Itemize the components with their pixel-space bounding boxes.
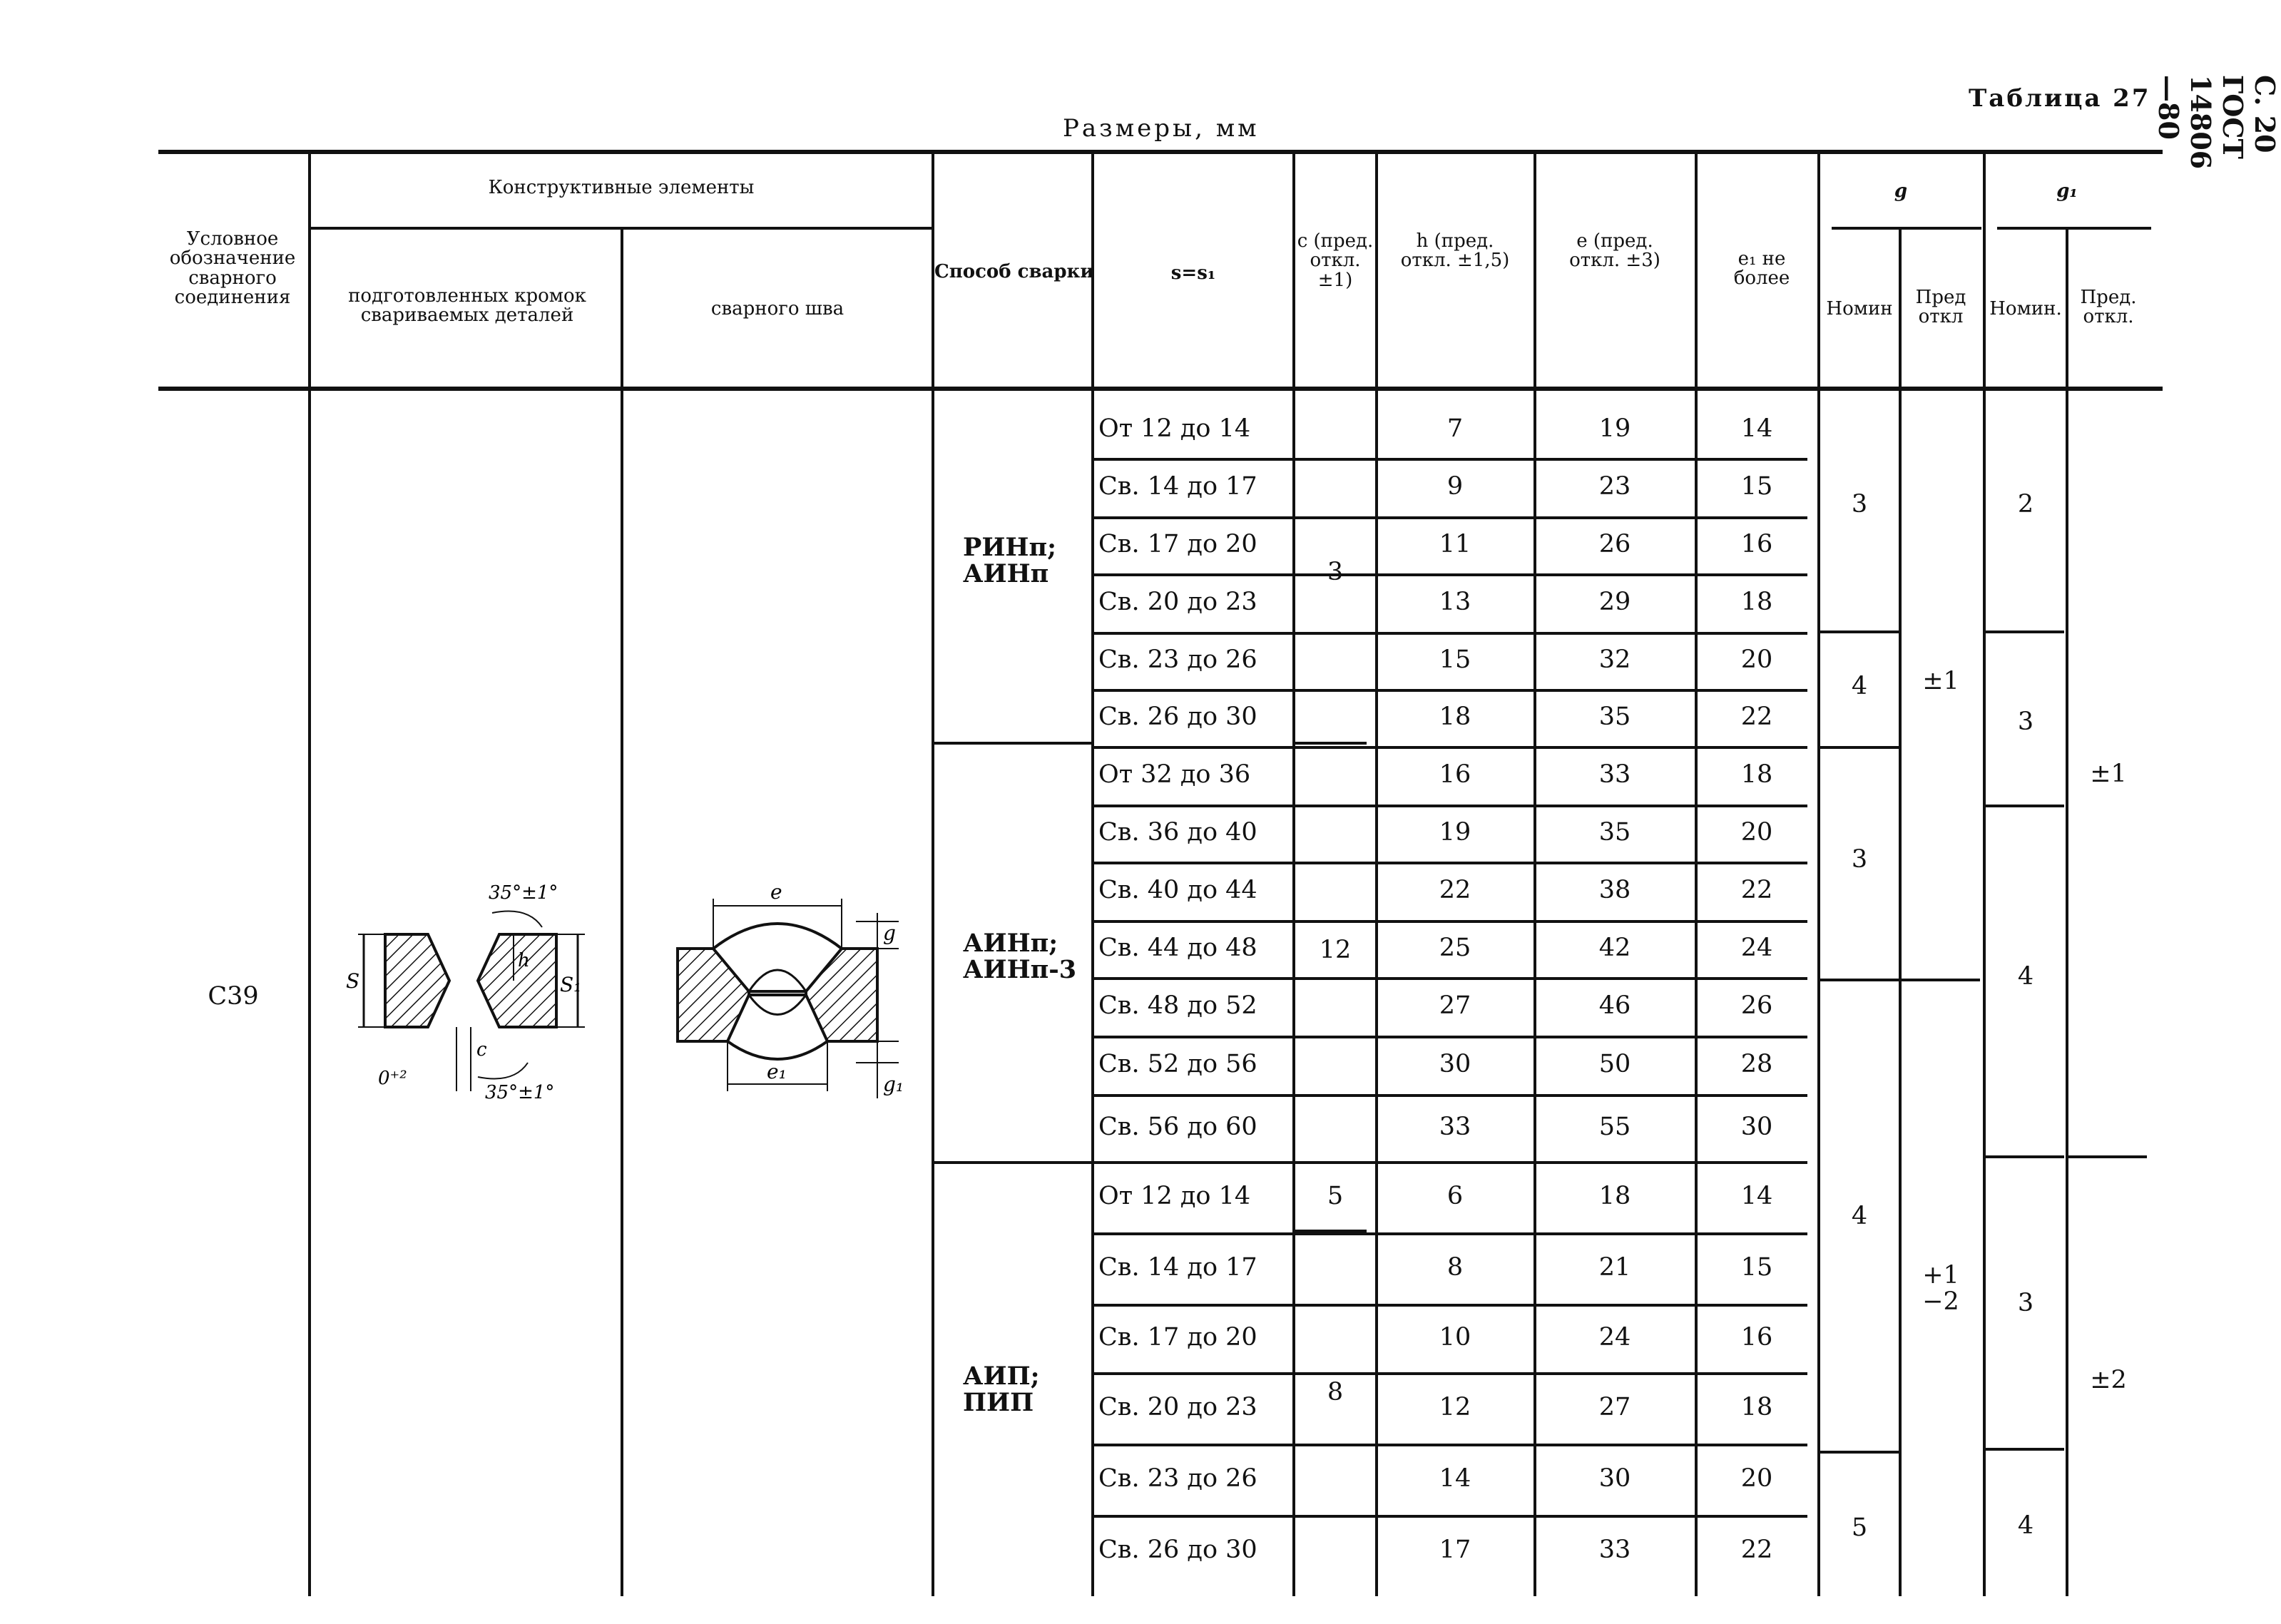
h-cell: 14 bbox=[1439, 1464, 1471, 1493]
range-cell: Св. 56 до 60 bbox=[1098, 1113, 1257, 1141]
g1-nominal-1: 2 bbox=[2017, 490, 2034, 519]
header-e: e (пред. откл. ±3) bbox=[1569, 230, 1660, 272]
e1-cell: 18 bbox=[1740, 1393, 1773, 1421]
header-weld-seam: сварного шва bbox=[710, 298, 844, 320]
e-cell: 38 bbox=[1598, 876, 1631, 904]
h-cell: 25 bbox=[1439, 934, 1471, 962]
range-cell: Св. 14 до 17 bbox=[1098, 472, 1257, 501]
e-cell: 29 bbox=[1598, 588, 1631, 616]
e1-cell: 20 bbox=[1740, 1464, 1773, 1493]
range-cell: От 32 до 36 bbox=[1098, 760, 1251, 789]
h-cell: 13 bbox=[1439, 588, 1471, 616]
e1-cell: 20 bbox=[1740, 645, 1773, 674]
method-group-2: АИНп; АИНп-3 bbox=[963, 929, 1077, 984]
method-group-3: АИП; ПИП bbox=[963, 1362, 1040, 1417]
range-cell: Св. 44 до 48 bbox=[1098, 934, 1257, 962]
g-nominal-1: 3 bbox=[1851, 490, 1868, 519]
e-cell: 18 bbox=[1598, 1182, 1631, 1210]
e1-cell: 26 bbox=[1740, 991, 1773, 1020]
range-cell: От 12 до 14 bbox=[1098, 1182, 1251, 1210]
header-g1-nominal: Номин. bbox=[1989, 298, 2062, 320]
h-cell: 30 bbox=[1439, 1050, 1471, 1078]
angle-bottom-label: 35°±1° bbox=[485, 1082, 555, 1103]
e-cell: 21 bbox=[1598, 1253, 1631, 1282]
h-cell: 6 bbox=[1446, 1182, 1464, 1210]
e1-cell: 14 bbox=[1740, 1182, 1773, 1210]
c-value-group-4: 8 bbox=[1327, 1378, 1344, 1406]
h-label: h bbox=[518, 950, 530, 971]
h-cell: 15 bbox=[1439, 645, 1471, 674]
g-nominal-3: 3 bbox=[1851, 845, 1868, 874]
e1-cell: 24 bbox=[1740, 934, 1773, 962]
e-cell: 19 bbox=[1598, 414, 1631, 443]
e-cell: 24 bbox=[1598, 1323, 1631, 1352]
g1-nominal-2: 3 bbox=[2017, 708, 2034, 736]
header-g-nominal: Номин bbox=[1826, 298, 1893, 320]
e-cell: 46 bbox=[1598, 991, 1631, 1020]
h-cell: 8 bbox=[1446, 1253, 1464, 1282]
c-value-group-1: 3 bbox=[1327, 558, 1344, 586]
header-designation: Условное обозначение сварного соединения bbox=[169, 228, 296, 308]
e-cell: 23 bbox=[1598, 472, 1631, 501]
c-value-group-3: 5 bbox=[1327, 1182, 1344, 1210]
h-cell: 33 bbox=[1439, 1113, 1471, 1141]
g1-nominal-3: 4 bbox=[2017, 962, 2034, 991]
e-cell: 32 bbox=[1598, 645, 1631, 674]
c-label: c bbox=[476, 1039, 487, 1061]
header-constructive-elements: Конструктивные элементы bbox=[488, 177, 755, 198]
header-g: g bbox=[1894, 180, 1908, 202]
range-cell: Св. 23 до 26 bbox=[1098, 1464, 1257, 1493]
range-cell: Св. 17 до 20 bbox=[1098, 1323, 1257, 1352]
g1-label: g₁ bbox=[883, 1073, 904, 1096]
e-cell: 33 bbox=[1598, 760, 1631, 789]
weld-seam-drawing bbox=[663, 877, 906, 1105]
e-cell: 27 bbox=[1598, 1393, 1631, 1421]
h-cell: 7 bbox=[1446, 414, 1464, 443]
range-cell: Св. 20 до 23 bbox=[1098, 588, 1257, 616]
table-number-label: Таблица 27 bbox=[1969, 84, 2151, 113]
h-cell: 10 bbox=[1439, 1323, 1471, 1352]
e1-cell: 20 bbox=[1740, 818, 1773, 847]
range-cell: Св. 36 до 40 bbox=[1098, 818, 1257, 847]
range-cell: Св. 48 до 52 bbox=[1098, 991, 1257, 1020]
e1-cell: 22 bbox=[1740, 876, 1773, 904]
range-cell: Св. 14 до 17 bbox=[1098, 1253, 1257, 1282]
e1-cell: 14 bbox=[1740, 414, 1773, 443]
gap-label: 0⁺² bbox=[378, 1068, 407, 1089]
header-prepared-edges: подготовленных кромок свариваемых деталей bbox=[348, 285, 586, 327]
e-cell: 30 bbox=[1598, 1464, 1631, 1493]
e-cell: 55 bbox=[1598, 1113, 1631, 1141]
g1-nominal-5: 4 bbox=[2017, 1511, 2034, 1540]
prepared-edges-drawing bbox=[342, 877, 599, 1105]
h-cell: 17 bbox=[1439, 1536, 1471, 1564]
header-g1: g₁ bbox=[2056, 180, 2078, 202]
dimensions-caption: Размеры, мм bbox=[1063, 114, 1260, 143]
header-g-deviation: Пред откл bbox=[1915, 287, 1966, 328]
range-cell: Св. 20 до 23 bbox=[1098, 1393, 1257, 1421]
h-cell: 19 bbox=[1439, 818, 1471, 847]
g-nominal-2: 4 bbox=[1851, 672, 1868, 700]
g1-deviation-2: ±2 bbox=[2090, 1366, 2127, 1394]
header-e1: e₁ не более bbox=[1733, 248, 1790, 290]
e-label: e bbox=[770, 880, 782, 904]
e-cell: 50 bbox=[1598, 1050, 1631, 1078]
e1-label: e₁ bbox=[767, 1060, 787, 1083]
side-page-title: С. 20 ГОСТ 14806—80 bbox=[2153, 75, 2281, 170]
h-cell: 22 bbox=[1439, 876, 1471, 904]
range-cell: От 12 до 14 bbox=[1098, 414, 1251, 443]
range-cell: Св. 26 до 30 bbox=[1098, 703, 1257, 731]
range-cell: Св. 23 до 26 bbox=[1098, 645, 1257, 674]
g-nominal-5: 5 bbox=[1851, 1513, 1868, 1542]
e1-cell: 28 bbox=[1740, 1050, 1773, 1078]
e1-cell: 15 bbox=[1740, 472, 1773, 501]
h-cell: 18 bbox=[1439, 703, 1471, 731]
g-label: g bbox=[883, 921, 896, 945]
range-cell: Св. 26 до 30 bbox=[1098, 1536, 1257, 1564]
e-cell: 26 bbox=[1598, 530, 1631, 558]
header-c: c (пред. откл. ±1) bbox=[1297, 230, 1374, 291]
e-cell: 42 bbox=[1598, 934, 1631, 962]
range-cell: Св. 52 до 56 bbox=[1098, 1050, 1257, 1078]
e1-cell: 18 bbox=[1740, 760, 1773, 789]
h-cell: 9 bbox=[1446, 472, 1464, 501]
e1-cell: 16 bbox=[1740, 1323, 1773, 1352]
h-cell: 11 bbox=[1439, 530, 1471, 558]
header-g1-deviation: Пред. откл. bbox=[2080, 287, 2137, 328]
designation-code: С39 bbox=[208, 982, 259, 1011]
e-cell: 35 bbox=[1598, 818, 1631, 847]
angle-top-label: 35°±1° bbox=[489, 882, 558, 904]
header-h: h (пред. откл. ±1,5) bbox=[1400, 230, 1510, 272]
g1-nominal-4: 3 bbox=[2017, 1289, 2034, 1317]
e1-cell: 30 bbox=[1740, 1113, 1773, 1141]
range-cell: Св. 17 до 20 bbox=[1098, 530, 1257, 558]
header-welding-method: Способ сварки bbox=[934, 261, 1094, 282]
method-group-1: РИНп; АИНп bbox=[963, 533, 1056, 588]
g-nominal-4: 4 bbox=[1851, 1202, 1868, 1230]
e-cell: 33 bbox=[1598, 1536, 1631, 1564]
s1-label: S₁ bbox=[560, 973, 582, 996]
h-cell: 12 bbox=[1439, 1393, 1471, 1421]
h-cell: 16 bbox=[1439, 760, 1471, 789]
g1-deviation-1: ±1 bbox=[2090, 760, 2127, 788]
e1-cell: 18 bbox=[1740, 588, 1773, 616]
e1-cell: 22 bbox=[1740, 1536, 1773, 1564]
e1-cell: 16 bbox=[1740, 530, 1773, 558]
s-label: S bbox=[346, 969, 360, 993]
h-cell: 27 bbox=[1439, 991, 1471, 1020]
range-cell: Св. 40 до 44 bbox=[1098, 876, 1257, 904]
e1-cell: 15 bbox=[1740, 1253, 1773, 1282]
g-deviation-1: ±1 bbox=[1922, 667, 1959, 695]
header-thickness: s=s₁ bbox=[1170, 262, 1216, 284]
e1-cell: 22 bbox=[1740, 703, 1773, 731]
g-deviation-2: +1 −2 bbox=[1922, 1261, 1959, 1316]
c-value-group-2: 12 bbox=[1319, 936, 1352, 964]
e-cell: 35 bbox=[1598, 703, 1631, 731]
